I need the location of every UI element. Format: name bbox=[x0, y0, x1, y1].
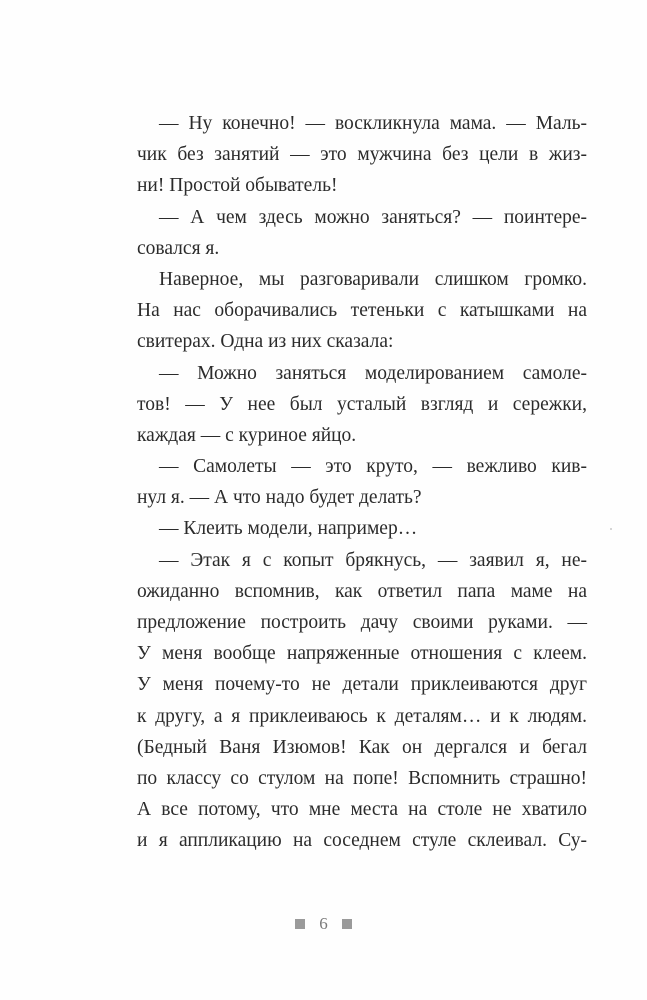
text-line: к другу, а я приклеиваюсь к деталям… и к людям. bbox=[137, 705, 587, 727]
text-line: (Бедный Ваня Изюмов! Как он дергался и бегал bbox=[137, 736, 587, 758]
text-line: чик без занятий — это мужчина без цели в жиз- bbox=[137, 144, 587, 166]
text-line: — Можно заняться моделированием самоле- bbox=[159, 362, 587, 384]
text-line: На нас оборачивались тетеньки с катышками на bbox=[137, 300, 587, 322]
text-line: совался я. bbox=[137, 237, 220, 259]
text-line: ожиданно вспомнив, как ответил папа маме на bbox=[137, 580, 587, 602]
page-footer bbox=[0, 912, 647, 936]
page-number: 6 bbox=[319, 914, 328, 933]
text-line: свитерах. Одна из них сказала: bbox=[137, 331, 394, 353]
text-line: Наверное, мы разговаривали слишком громко. bbox=[159, 268, 587, 290]
text-line: предложение построить дачу своими руками. — bbox=[137, 612, 587, 633]
footer-square-right-icon bbox=[342, 919, 352, 929]
text-line: У меня вообще напряженные отношения с клеем. bbox=[137, 643, 587, 665]
text-line: — Клеить модели, например… bbox=[159, 518, 418, 540]
body-text bbox=[137, 108, 587, 857]
text-line: — Этак я с копыт брякнусь, — заявил я, не- bbox=[159, 549, 587, 571]
paper-speck bbox=[610, 528, 612, 530]
text-line: У меня почему-то не детали приклеиваются друг bbox=[137, 674, 587, 696]
text-line: — Самолеты — это круто, — вежливо кив- bbox=[159, 456, 587, 478]
footer-square-left-icon bbox=[295, 919, 305, 929]
text-line: и я аппликацию на соседнем стуле склеивал. Су- bbox=[137, 830, 587, 852]
text-line: тов! — У нее был усталый взгляд и сережки, bbox=[137, 393, 587, 415]
text-line: ни! Простой обыватель! bbox=[137, 175, 338, 197]
text-line: по классу со стулом на попе! Вспомнить страшно! bbox=[137, 767, 587, 789]
text-line: — Ну конечно! — воскликнула мама. — Маль- bbox=[159, 113, 587, 134]
text-line: каждая — с куриное яйцо. bbox=[137, 424, 357, 446]
text-line: А все потому, что мне места на столе не хватило bbox=[137, 799, 587, 821]
text-line: — А чем здесь можно заняться? — поинтере- bbox=[159, 206, 587, 228]
text-line: нул я. — А что надо будет делать? bbox=[137, 487, 422, 509]
